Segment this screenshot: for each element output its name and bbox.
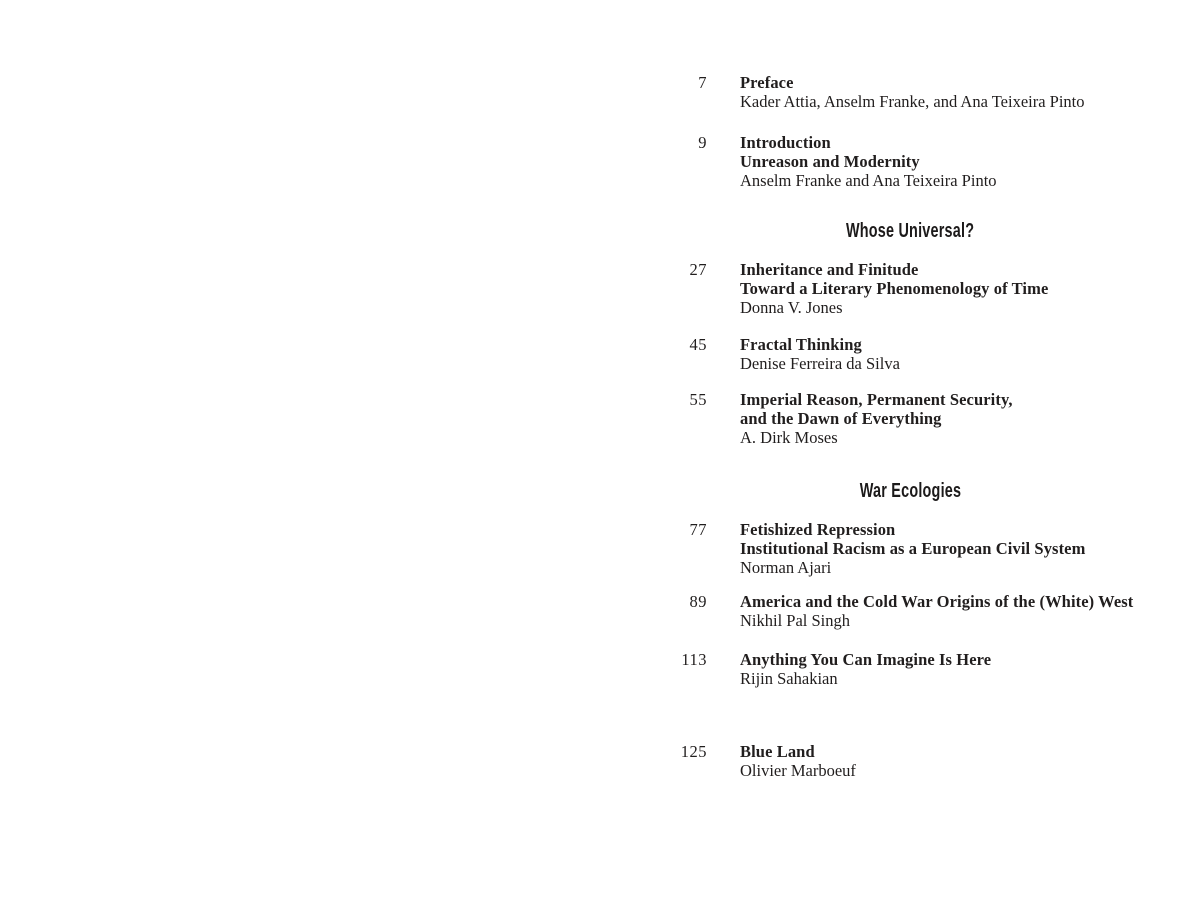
toc-entry-authors: Donna V. Jones [740,298,843,317]
toc-entry-authors: A. Dirk Moses [740,428,838,447]
toc-entry [600,592,1200,630]
toc-entry-authors: Denise Ferreira da Silva [740,354,900,373]
toc-entry-body [740,260,1200,317]
toc-entry-authors: Kader Attia, Anselm Franke, and Ana Teixeira Pinto [740,92,1085,111]
toc-entry-title: Preface [740,73,794,92]
section-heading [600,219,1200,243]
toc-entry-authors: Norman Ajari [740,558,832,577]
toc-entry-subtitle: Institutional Racism as a European Civil System [740,539,1086,558]
section-heading-label: War Ecologies [859,480,961,502]
toc-entry [600,742,1200,780]
toc-entry-subtitle: and the Dawn of Everything [740,409,942,428]
section-heading-label: Whose Universal? [845,220,975,242]
toc-entry-authors: Olivier Marboeuf [740,761,856,780]
toc-page-number: 9 [698,133,707,152]
toc-entry-title: Fractal Thinking [740,335,862,354]
toc-entry-body [740,133,1200,190]
toc-entry-title: America and the Cold War Origins of the (White) West [740,592,1134,611]
toc-entry-body [740,520,1200,577]
toc-entry-body [740,335,1200,373]
toc-entry-body [740,650,1200,688]
toc-entry-authors: Nikhil Pal Singh [740,611,851,630]
toc-entry [600,390,1200,447]
toc-page-number: 27 [689,260,707,279]
toc-entry-body [740,73,1200,111]
toc-entry-authors: Rijin Sahakian [740,669,838,688]
toc-entry-title: Blue Land [740,742,815,761]
toc-entry-title: Introduction [740,133,831,152]
toc-entry [600,335,1200,373]
toc-page-number: 125 [680,742,707,761]
toc-entry-authors: Anselm Franke and Ana Teixeira Pinto [740,171,997,190]
toc-entry-title: Anything You Can Imagine Is Here [740,650,992,669]
toc-entry-title: Imperial Reason, Permanent Security, [740,390,1013,409]
toc-entry-body [740,592,1200,630]
toc-page-number: 89 [689,592,707,611]
toc-entry [600,650,1200,688]
toc-entry-body [740,390,1200,447]
toc-page-number: 77 [689,520,707,539]
toc-page-number: 7 [698,73,707,92]
table-of-contents [600,0,1200,900]
toc-entry-body [740,742,1200,780]
toc-entry [600,260,1200,317]
toc-entry-title: Fetishized Repression [740,520,896,539]
toc-entry [600,133,1200,190]
toc-page-number: 113 [681,650,707,669]
toc-entry-title: Inheritance and Finitude [740,260,919,279]
toc-entry [600,73,1200,111]
toc-entry-subtitle: Unreason and Modernity [740,152,920,171]
toc-page-number: 45 [689,335,707,354]
toc-entry-subtitle: Toward a Literary Phenomenology of Time [740,279,1049,298]
toc-page-number: 55 [689,390,707,409]
toc-entry [600,520,1200,577]
section-heading [600,479,1200,503]
